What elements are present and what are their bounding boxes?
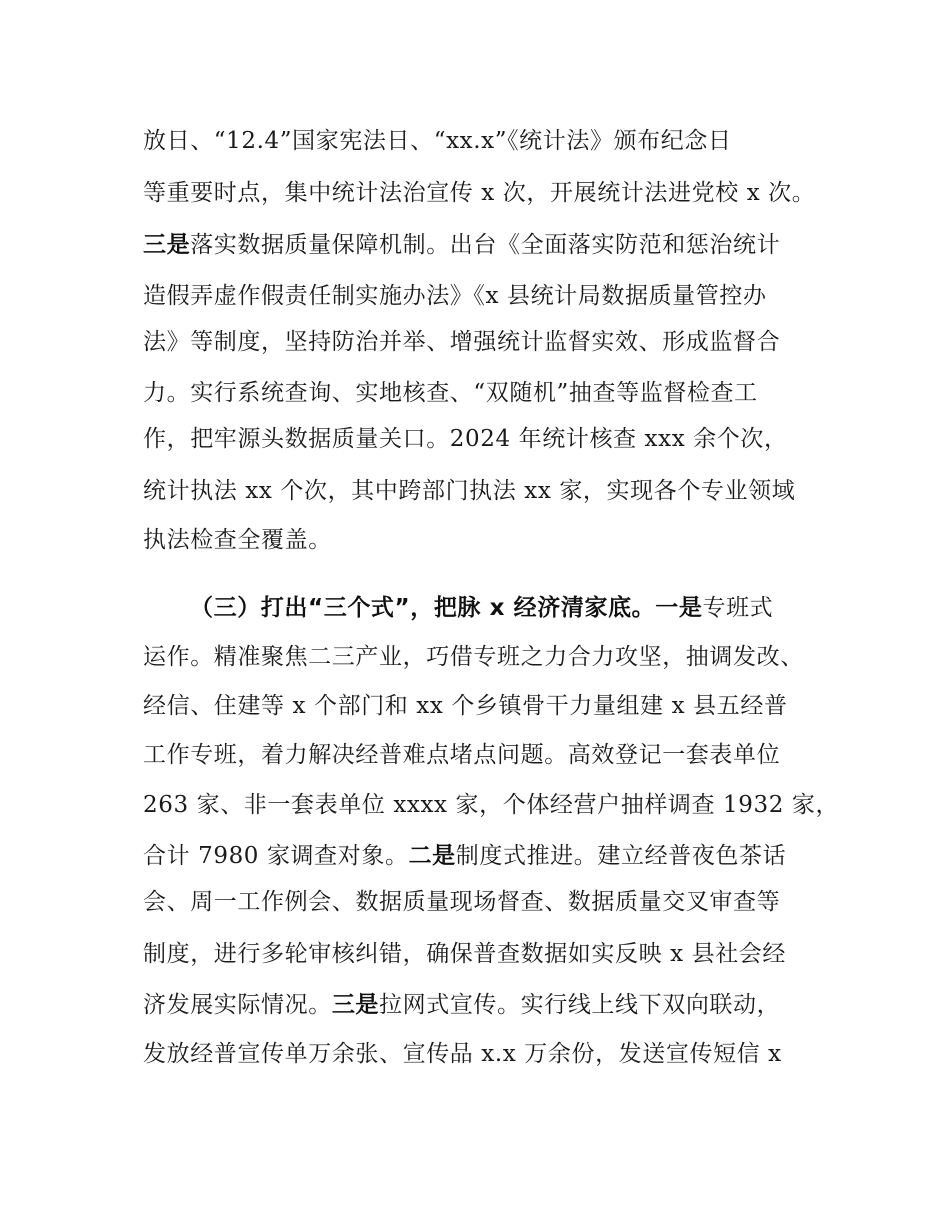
text-segment: 制度式推进。建立经普夜色茶话 <box>455 843 787 869</box>
text-line <box>143 476 795 506</box>
text-line <box>143 281 767 311</box>
text-line <box>143 691 788 721</box>
text-line <box>143 990 780 1020</box>
text-segment: 工作专班，着力解决经普难点堵点问题。高效登记一套表单位 <box>143 742 781 768</box>
text-line <box>143 230 780 260</box>
text-segment: 专班式 <box>702 595 774 621</box>
text-segment: 执法检查全覆盖。 <box>143 527 332 553</box>
text-line <box>143 642 804 672</box>
text-line <box>143 841 786 871</box>
text-segment: 制度，进行多轮审核纠错，确保普查数据如实反映 x 县社会经 <box>143 941 786 967</box>
text-segment: 运作。精准聚焦二三产业，巧借专班之力合力攻坚，抽调发改、 <box>143 644 804 670</box>
text-segment: 等重要时点，集中统计法治宣传 x 次，开展统计法进党校 x 次。 <box>143 180 816 206</box>
text-segment: 放日、“12.4”国家宪法日、“xx.x”《统计法》颁布纪念日 <box>143 128 732 154</box>
text-line <box>143 740 780 770</box>
text-line <box>143 126 732 156</box>
text-segment: 济发展实际情况。 <box>143 992 332 1018</box>
text-segment: 合计 7980 家调查对象。 <box>143 843 409 869</box>
text-line <box>143 1039 782 1069</box>
text-segment: 发放经普宣传单万余张、宣传品 x.x 万余份，发送宣传短信 x <box>143 1041 782 1067</box>
section-heading: （三）打出“三个式”，把脉 x 经济清家底。一是 <box>190 595 703 621</box>
text-line <box>143 327 780 357</box>
text-line <box>143 939 786 969</box>
text-line <box>143 424 788 454</box>
text-line <box>143 178 815 208</box>
text-line <box>143 525 332 555</box>
text-segment: 经信、住建等 x 个部门和 xx 个乡镇骨干力量组建 x 县五经普 <box>143 693 788 719</box>
text-segment: 力。实行系统查询、实地核查、“双随机”抽查等监督检查工 <box>143 380 758 406</box>
text-segment: 造假弄虚作假责任制实施办法》《x 县统计局数据质量管控办 <box>143 283 767 309</box>
text-line <box>143 887 780 917</box>
text-segment: 作，把牢源头数据质量关口。2024 年统计核查 xxx 余个次， <box>143 426 788 452</box>
text-segment: 拉网式宣传。实行线上线下双向联动， <box>379 992 781 1018</box>
bold-lead-phrase: 二是 <box>408 843 456 869</box>
section-heading-line <box>190 593 773 623</box>
text-segment: 263 家、非一套表单位 xxxx 家，个体经营户抽样调查 1932 家， <box>143 792 840 818</box>
text-segment: 法》等制度，坚持防治并举、增强统计监督实效、形成监督合 <box>143 329 781 355</box>
text-line <box>143 790 839 820</box>
text-segment: 统计执法 xx 个次，其中跨部门执法 xx 家，实现各个专业领域 <box>143 478 796 504</box>
text-segment: 落实数据质量保障机制。出台《全面落实防范和惩治统计 <box>190 232 781 258</box>
text-segment: 会、周一工作例会、数据质量现场督查、数据质量交叉审查等 <box>143 889 781 915</box>
text-line <box>143 378 758 408</box>
bold-lead-phrase: 三是 <box>331 992 380 1018</box>
bold-lead-phrase: 三是 <box>143 232 191 258</box>
